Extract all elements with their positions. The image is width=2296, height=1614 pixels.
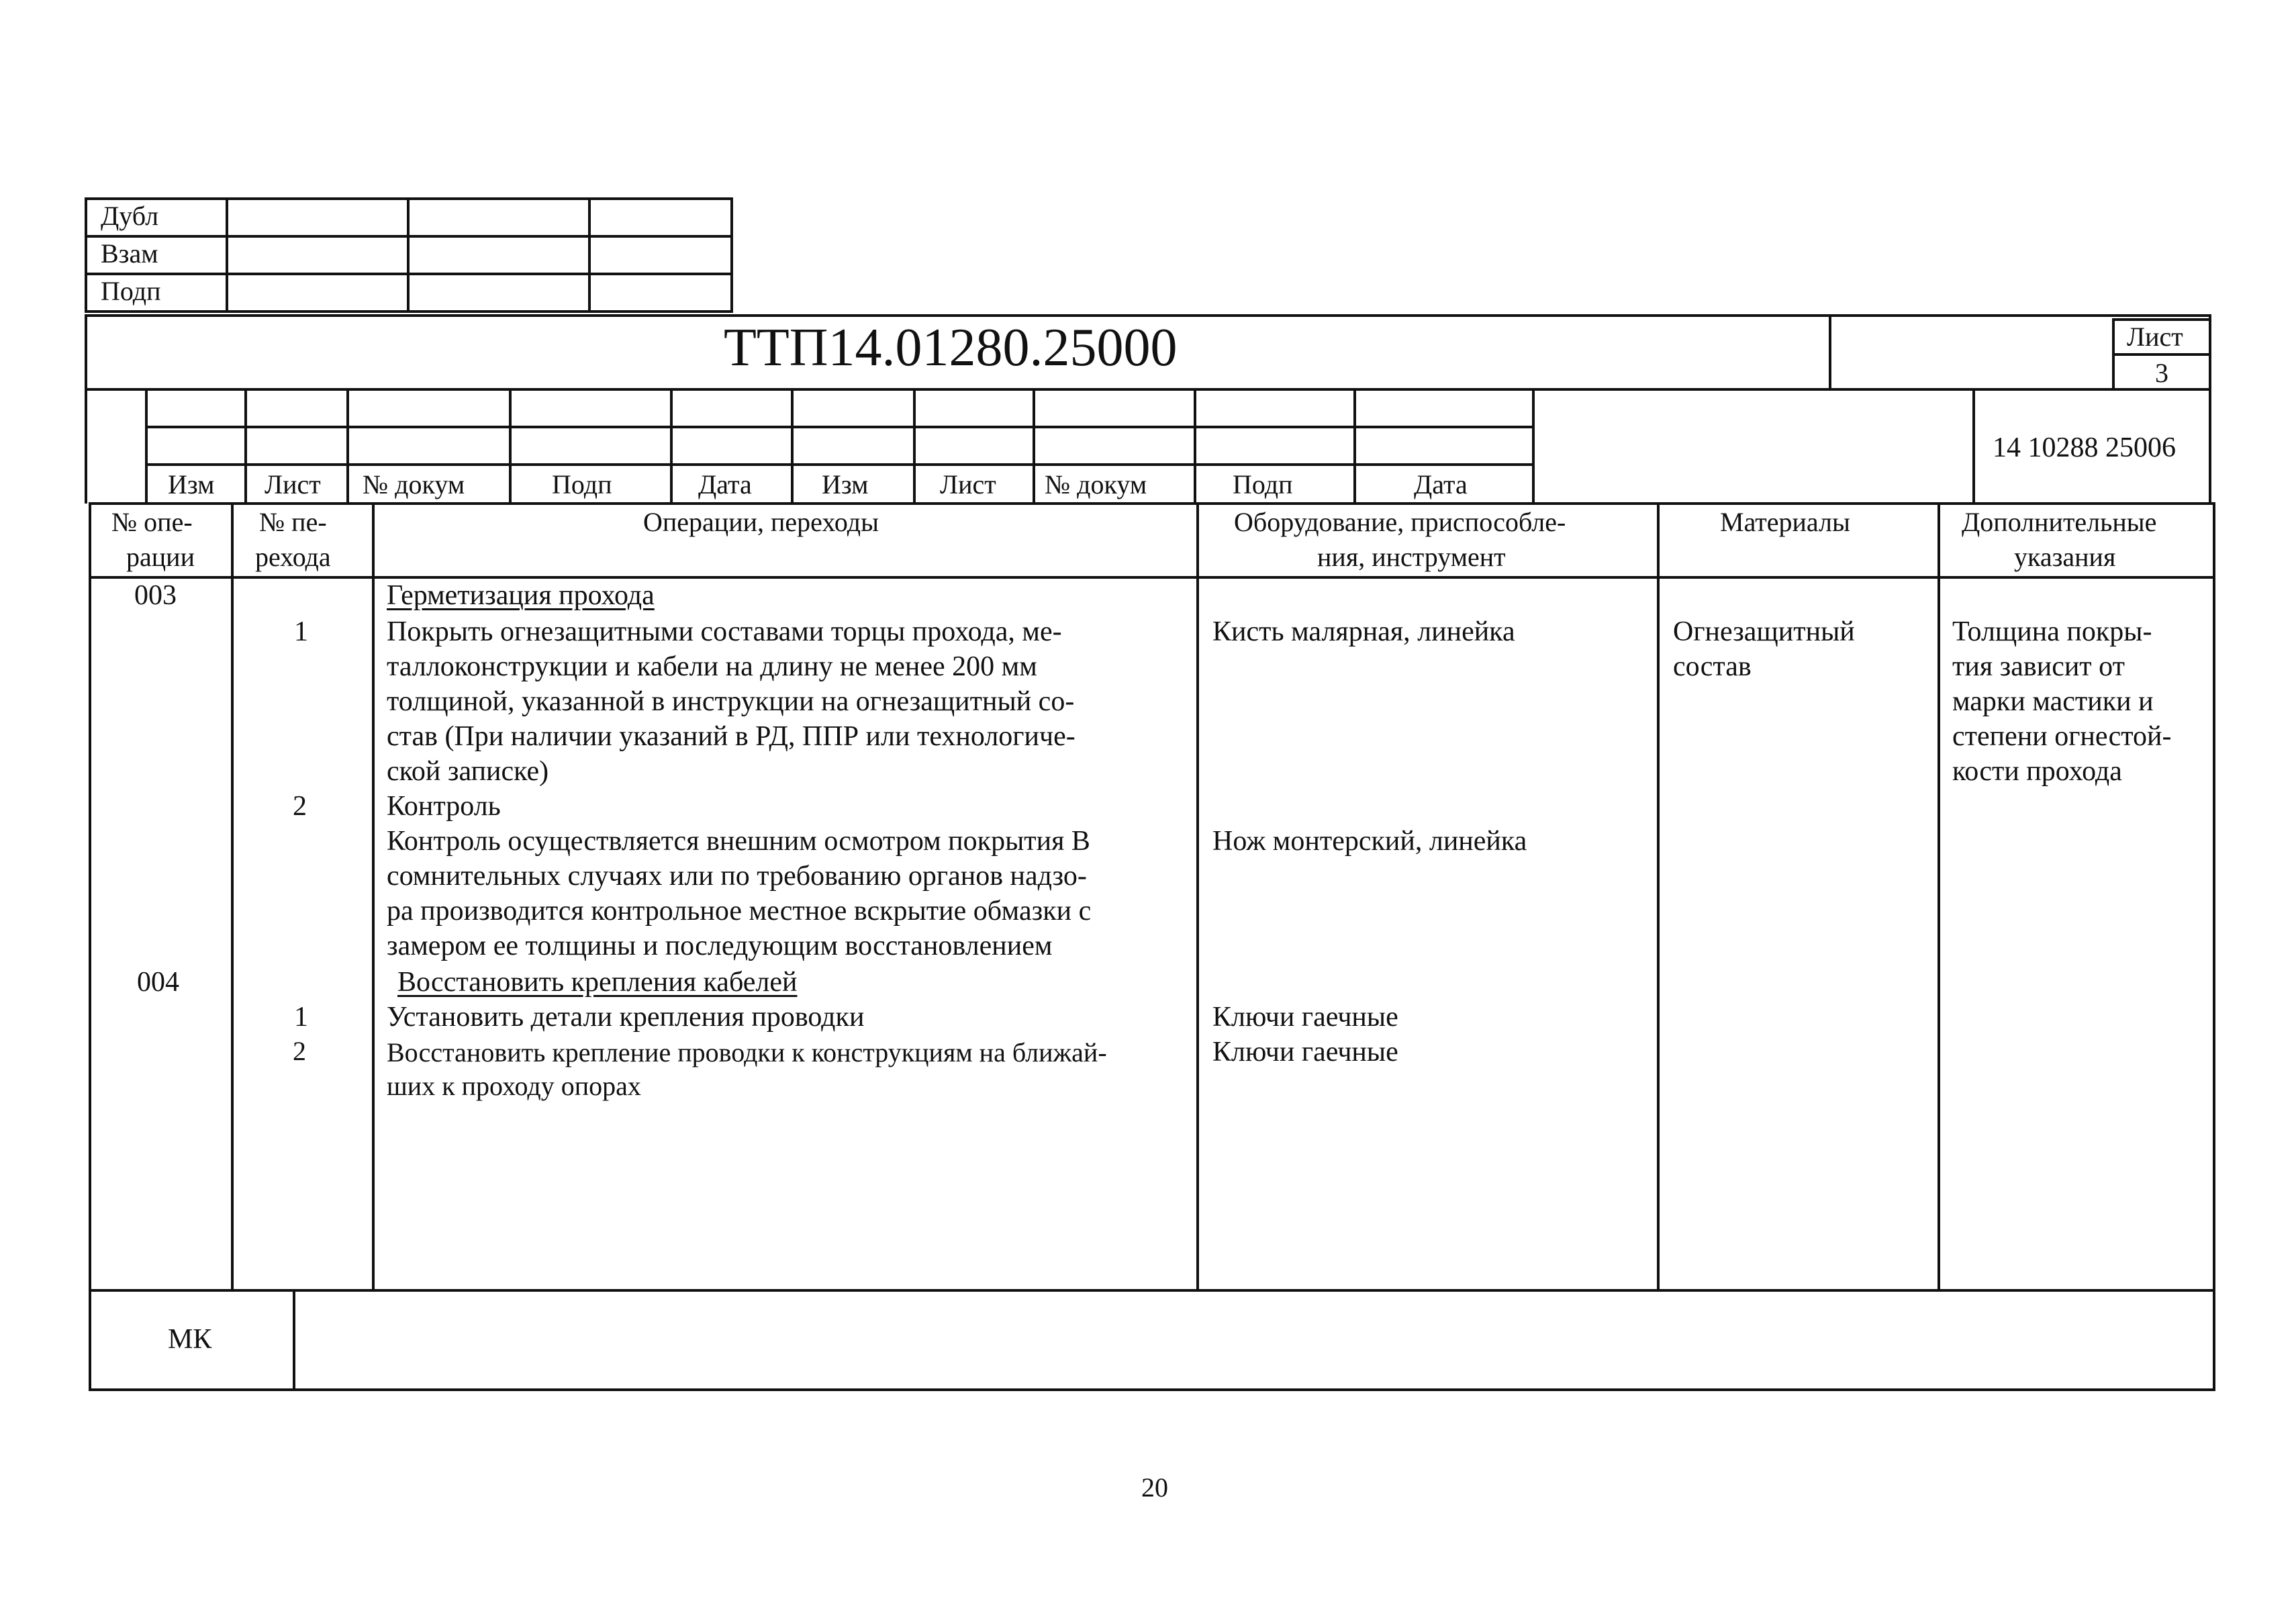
step-text: Установить детали крепления проводки (387, 1002, 865, 1033)
rev-label-doc: № докум (363, 469, 465, 500)
rev-label-data-2: Дата (1414, 469, 1468, 500)
rev-label-data: Дата (698, 469, 752, 500)
step-text: Контроль (387, 791, 501, 822)
step-number: 2 (293, 1036, 306, 1066)
col-op-no-line1: № опе- (111, 507, 193, 537)
sheet-number: 3 (2155, 358, 2168, 388)
col-materials: Материалы (1720, 507, 1850, 537)
step-text: таллоконструкции и кабели на длину не менее 200 мм (387, 651, 1037, 682)
col-operations: Операции, переходы (643, 507, 879, 537)
rev-label-izm-2: Изм (822, 469, 869, 500)
stamp-podp-label: Подп (101, 276, 161, 306)
notes-text: марки мастики и (1952, 686, 2154, 717)
step-text: став (При наличии указаний в РД, ППР или технологиче- (387, 721, 1075, 752)
equipment-text: Кисть малярная, линейка (1212, 616, 1515, 647)
equipment-text: Ключи гаечные (1212, 1037, 1398, 1067)
step-number: 1 (294, 1002, 308, 1033)
stamp-vzam-label: Взам (101, 238, 158, 269)
step-number: 2 (293, 791, 307, 822)
operation-title: Восстановить крепления кабелей (397, 967, 798, 998)
rev-label-izm: Изм (168, 469, 215, 500)
mk-label: МК (168, 1324, 212, 1355)
step-text: толщиной, указанной в инструкции на огнезащитный со- (387, 686, 1075, 717)
step-text: ра производится контрольное местное вскрытие обмазки с (387, 896, 1092, 927)
materials-text: состав (1673, 651, 1752, 682)
op-number: 003 (134, 580, 177, 611)
step-text: Восстановить крепление проводки к конструкциям на ближай- (387, 1037, 1107, 1067)
rev-label-list: Лист (265, 469, 321, 500)
notes-text: Толщина покры- (1952, 616, 2152, 647)
rev-label-podp-2: Подп (1233, 469, 1293, 500)
col-step-no-line1: № пе- (259, 507, 327, 537)
stamp-dubl-label: Дубл (101, 201, 159, 231)
page-number: 20 (1141, 1472, 1168, 1503)
op-number: 004 (137, 967, 179, 998)
notes-text: степени огнестой- (1952, 721, 2172, 752)
step-text: ших к проходу опорах (387, 1071, 641, 1101)
col-op-no-line2: рации (126, 542, 195, 572)
notes-text: тия зависит от (1952, 651, 2125, 682)
step-text: Контроль осуществляется внешним осмотром покрытия В (387, 826, 1090, 857)
step-text: ской записке) (387, 756, 549, 787)
notes-text: кости прохода (1952, 756, 2122, 787)
operation-title: Герметизация прохода (387, 580, 655, 611)
col-notes-line1: Дополнительные (1962, 507, 2157, 537)
doc-number: 14 10288 25006 (1993, 432, 2176, 463)
equipment-text: Ключи гаечные (1212, 1002, 1398, 1033)
materials-text: Огнезащитный (1673, 616, 1855, 647)
col-step-no-line2: рехода (255, 542, 331, 572)
step-text: сомнительных случаях или по требованию органов надзо- (387, 861, 1087, 892)
step-number: 1 (294, 616, 308, 647)
col-equipment-line2: ния, инструмент (1317, 542, 1506, 572)
col-notes-line2: указания (2014, 542, 2116, 572)
col-equipment-line1: Оборудование, приспособле- (1234, 507, 1566, 537)
rev-label-podp: Подп (552, 469, 612, 500)
doc-code-title: ТТП14.01280.25000 (724, 318, 1178, 377)
step-text: Покрыть огнезащитными составами торцы прохода, ме- (387, 616, 1062, 647)
equipment-text: Нож монтерский, линейка (1212, 826, 1527, 857)
sheet-label: Лист (2127, 322, 2183, 352)
rev-label-list-2: Лист (940, 469, 996, 500)
step-text: замером ее толщины и последующим восстановлением (387, 931, 1053, 961)
rev-label-doc-2: № докум (1045, 469, 1147, 500)
